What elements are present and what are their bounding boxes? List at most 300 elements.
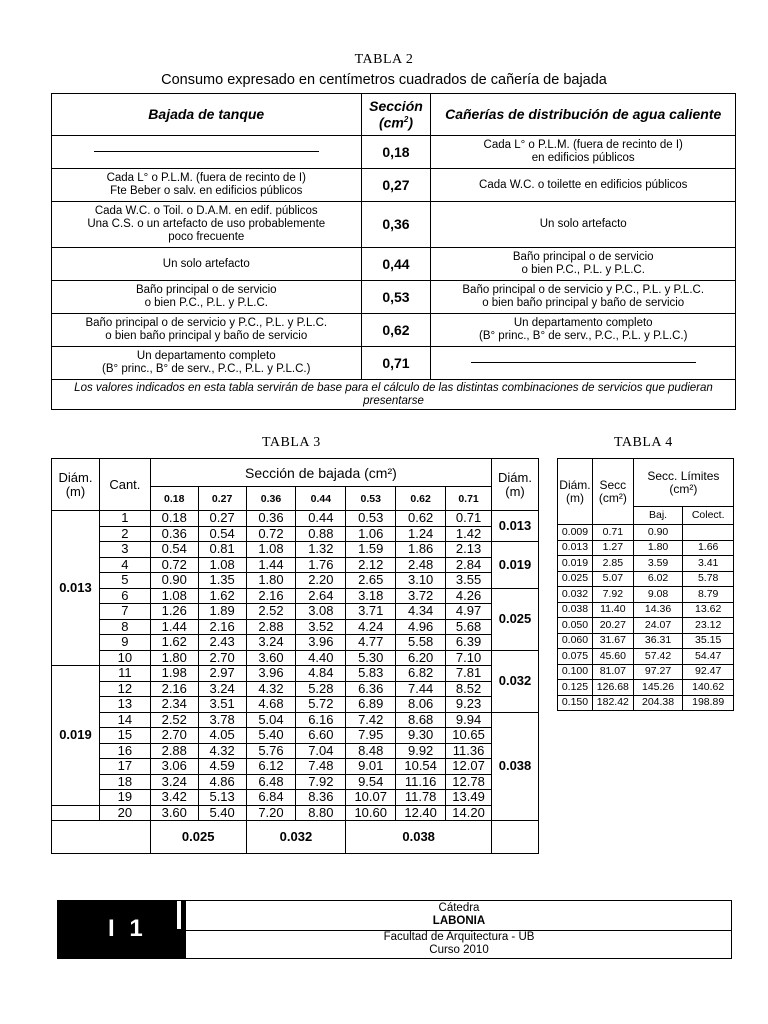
text-line: Secc. Límites [647,468,720,483]
tabla4-cell: 6.02 [633,571,683,587]
tabla3-value-cell: 4.68 [246,697,296,713]
tabla3-diam-header-right [492,459,539,511]
tabla4-cell: 0.025 [558,571,593,587]
tabla4-row [558,664,734,680]
text-line: (m) [65,483,86,499]
tabla3-header-row [52,459,539,487]
tabla4-cell: 0.100 [558,664,593,680]
tabla3-value-cell: 1.08 [246,542,296,558]
tabla4-cell: 0.150 [558,695,593,711]
tabla3-value-cell: 4.26 [446,588,492,604]
text-line: Cada W.C. o Toil. o D.A.M. en edif. públicos [94,205,318,217]
tabla3-value-cell: 6.82 [396,666,446,682]
blank-line [471,362,696,363]
tabla3-value-cell: 1.08 [150,588,198,604]
tabla3-value-cell: 7.20 [246,805,296,821]
tabla3-value-cell: 2.70 [150,728,198,744]
text-line: en edificios públicos [531,152,635,164]
tabla3-value-cell: 2.97 [198,666,246,682]
tabla3-col-header: 0.36 [246,487,296,511]
tabla2-seccion-cell: 0,36 [361,202,431,248]
tabla3-value-cell: 3.51 [198,697,246,713]
tabla3-value-cell: 7.48 [296,759,346,775]
tabla3-cant-header: Cant. [99,459,150,511]
tabla3-value-cell: 2.16 [198,619,246,635]
tabla2-canerias-cell [431,248,736,281]
tabla2-bajada-cell [52,169,362,202]
tabla4-cell: 20.27 [592,618,633,634]
tabla3 [51,458,539,854]
tabla3-value-cell: 5.58 [396,635,446,651]
tabla3-bottom-row [52,821,539,854]
tabla4-cell: 92.47 [683,664,734,680]
tabla3-value-cell: 10.65 [446,728,492,744]
tabla3-value-cell: 7.44 [396,681,446,697]
tabla4-row [558,633,734,649]
tabla3-value-cell: 2.43 [198,635,246,651]
tabla3-row [52,790,539,806]
tabla3-cant-cell: 9 [99,635,150,651]
tabla3-value-cell: 12.78 [446,774,492,790]
tabla4-cell [683,525,734,541]
tabla3-value-cell: 3.52 [296,619,346,635]
tabla3-col-header: 0.18 [150,487,198,511]
tabla3-cant-cell: 17 [99,759,150,775]
tabla3-value-cell: 9.30 [396,728,446,744]
tabla4-diam-header [558,459,593,525]
text-line: o bien baño principal y baño de servicio [482,297,685,309]
tabla3-row [52,650,539,666]
tabla3-value-cell: 7.42 [346,712,396,728]
tabla3-row [52,712,539,728]
tabla3-value-cell: 1.59 [346,542,396,558]
tabla3-value-cell: 6.39 [446,635,492,651]
tabla3-value-cell: 4.24 [346,619,396,635]
tabla3-value-cell: 0.62 [396,511,446,527]
tabla3-title: TABLA 3 [262,435,321,450]
tabla2-subtitle: Consumo expresado en centímetros cuadrados de cañería de bajada [161,72,607,88]
tabla3-value-cell: 0.90 [150,573,198,589]
tabla3-bottom-label: 0.025 [150,821,246,854]
tabla3-value-cell: 0.81 [198,542,246,558]
tabla4-cell: 0.90 [633,525,683,541]
tabla4-cell: 0.038 [558,602,593,618]
tabla3-value-cell: 7.92 [296,774,346,790]
text-line: Diám. [58,469,93,485]
tabla2-note: Los valores indicados en esta tabla servirán de base para el cálculo de las distintas combinaciones de servicios que pudieran presentarse [52,380,736,410]
tabla2-row [52,169,736,202]
tabla3-value-cell: 4.40 [296,650,346,666]
tabla4-cell: 36.31 [633,633,683,649]
text-line: Un solo artefacto [539,218,627,230]
tabla2-seccion-cell: 0,44 [361,248,431,281]
tabla3-diam-right-cell: 0.038 [492,712,539,821]
tabla3-value-cell: 5.72 [296,697,346,713]
tabla3-value-cell: 3.60 [150,805,198,821]
tabla3-cant-cell: 2 [99,526,150,542]
tabla3-cant-cell: 20 [99,805,150,821]
tabla3-row [52,604,539,620]
tabla3-row [52,588,539,604]
tabla3-value-cell: 3.18 [346,588,396,604]
tabla4-cell: 45.60 [592,649,633,665]
tabla3-row [52,619,539,635]
text-line: Cada W.C. o toilette en edificios públicos [479,178,688,191]
tabla3-value-cell: 2.52 [150,712,198,728]
tabla3-cant-cell: 12 [99,681,150,697]
text-line: Cada L° o P.L.M. (fuera de recinto de I) [106,172,306,184]
footer-facultad: Facultad de Arquitectura - UB Curso 2010 [185,930,732,959]
tabla3-value-cell: 0.54 [150,542,198,558]
tabla3-value-cell: 1.06 [346,526,396,542]
text-line: Baño principal o de servicio [512,251,654,263]
tabla4-cell: 13.62 [683,602,734,618]
text-line: Un departamento completo [136,350,276,362]
text-line: Un solo artefacto [162,257,250,270]
tabla3-cant-cell: 8 [99,619,150,635]
tabla3-value-cell: 3.72 [396,588,446,604]
text-line: Baño principal o de servicio y P.C., P.L. y P.L.C. [462,284,705,296]
tabla3-value-cell: 2.70 [198,650,246,666]
tabla2-canerias-cell [431,347,736,380]
tabla2-seccion-cell: 0,53 [361,281,431,314]
tabla3-value-cell: 4.97 [446,604,492,620]
tabla3-diam-right-cell: 0.019 [492,542,539,589]
tabla3-value-cell: 4.32 [246,681,296,697]
tabla4-secc-header [592,459,633,525]
tabla3-diam-cell [52,805,100,821]
tabla3-cant-cell: 6 [99,588,150,604]
tabla3-value-cell: 4.34 [396,604,446,620]
tabla3-value-cell: 8.52 [446,681,492,697]
tabla3-value-cell: 1.44 [246,557,296,573]
tabla2-canerias-cell [431,281,736,314]
tabla3-diam-right-cell: 0.032 [492,650,539,712]
tabla4-row [558,525,734,541]
tabla3-value-cell: 5.68 [446,619,492,635]
tabla3-value-cell: 8.06 [396,697,446,713]
tabla3-value-cell: 1.98 [150,666,198,682]
text-line: o bien P.C., P.L. y P.L.C. [144,297,268,309]
tabla3-diam-cell: 0.013 [52,511,100,666]
tabla3-value-cell: 11.16 [396,774,446,790]
tabla3-row [52,759,539,775]
tabla3-bottom-blank [52,821,151,854]
text-line: poco frecuente [168,231,245,243]
tabla2-row [52,136,736,169]
tabla4-baj-header: Baj. [633,507,683,525]
tabla3-diam-cell: 0.019 [52,666,100,806]
text-line: Cada L° o P.L.M. (fuera de recinto de I) [483,139,683,151]
footer-divider [177,901,181,929]
tabla4-cell: 198.89 [683,695,734,711]
tabla4-cell: 24.07 [633,618,683,634]
text-line: Secc [599,477,627,492]
tabla3-value-cell: 4.77 [346,635,396,651]
tabla3-value-cell: 3.78 [198,712,246,728]
tabla3-row [52,573,539,589]
tabla4-cell: 204.38 [633,695,683,711]
tabla2-row [52,314,736,347]
tabla2-row [52,347,736,380]
tabla4-row [558,556,734,572]
tabla3-row [52,728,539,744]
tabla3-row [52,681,539,697]
tabla2-header-bajada: Bajada de tanque [52,94,362,136]
tabla3-row [52,635,539,651]
tabla3-value-cell: 1.76 [296,557,346,573]
tabla3-value-cell: 1.35 [198,573,246,589]
tabla4-cell: 1.80 [633,540,683,556]
tabla3-cant-cell: 4 [99,557,150,573]
tabla4-cell: 57.42 [633,649,683,665]
tabla3-value-cell: 0.53 [346,511,396,527]
tabla3-value-cell: 12.07 [446,759,492,775]
tabla4-header-row [558,459,734,507]
tabla3-value-cell: 6.48 [246,774,296,790]
tabla3-value-cell: 2.13 [446,542,492,558]
tabla4-cell: 182.42 [592,695,633,711]
tabla4-cell: 0.009 [558,525,593,541]
tabla3-value-cell: 3.24 [198,681,246,697]
tabla2-row [52,281,736,314]
tabla3-value-cell: 3.06 [150,759,198,775]
tabla3-cant-cell: 1 [99,511,150,527]
tabla3-cant-cell: 3 [99,542,150,558]
text-line: (cm²) [598,490,627,505]
tabla3-value-cell: 3.71 [346,604,396,620]
tabla2-seccion-cell: 0,62 [361,314,431,347]
tabla3-row [52,697,539,713]
footer-catedra: Cátedra LABONIA [185,901,732,931]
tabla2-bajada-cell [52,314,362,347]
tabla4-cell: 97.27 [633,664,683,680]
tabla2-seccion-cell: 0,27 [361,169,431,202]
tabla4-row [558,587,734,603]
tabla3-value-cell: 9.23 [446,697,492,713]
tabla3-col-header: 0.62 [396,487,446,511]
tabla4-colect-header: Colect. [683,507,734,525]
tabla3-cant-cell: 5 [99,573,150,589]
tabla3-value-cell: 11.36 [446,743,492,759]
tabla3-value-cell: 2.84 [446,557,492,573]
tabla4-cell: 126.68 [592,680,633,696]
tabla3-value-cell: 5.76 [246,743,296,759]
tabla4-cell: 9.08 [633,587,683,603]
tabla2-row [52,248,736,281]
tabla3-col-header: 0.71 [446,487,492,511]
tabla2-canerias-cell [431,169,736,202]
tabla3-value-cell: 13.49 [446,790,492,806]
tabla4-cell: 2.85 [592,556,633,572]
tabla3-value-cell: 5.40 [246,728,296,744]
tabla4-cell: 0.125 [558,680,593,696]
tabla3-value-cell: 5.40 [198,805,246,821]
tabla3-seccion-header: Sección de bajada (cm²) [150,459,491,487]
tabla3-row [52,557,539,573]
tabla3-value-cell: 5.04 [246,712,296,728]
tabla3-value-cell: 12.40 [396,805,446,821]
tabla4-cell: 23.12 [683,618,734,634]
tabla3-value-cell: 8.80 [296,805,346,821]
text-line: o bien baño principal y baño de servicio [105,330,308,342]
tabla4-cell: 1.66 [683,540,734,556]
tabla4-row [558,649,734,665]
tabla4-cell: 35.15 [683,633,734,649]
tabla3-value-cell: 10.60 [346,805,396,821]
tabla3-value-cell: 2.88 [150,743,198,759]
tabla3-value-cell: 2.65 [346,573,396,589]
tabla2 [51,93,736,410]
tabla4-cell: 140.62 [683,680,734,696]
tabla2-seccion-cell: 0,71 [361,347,431,380]
tabla3-value-cell: 8.68 [396,712,446,728]
tabla3-value-cell: 1.44 [150,619,198,635]
tabla3-value-cell: 0.72 [246,526,296,542]
tabla3-value-cell: 0.27 [198,511,246,527]
tabla3-value-cell: 4.84 [296,666,346,682]
tabla3-cant-cell: 16 [99,743,150,759]
tabla3-value-cell: 0.18 [150,511,198,527]
tabla3-value-cell: 2.16 [246,588,296,604]
tabla3-cant-cell: 7 [99,604,150,620]
tabla3-value-cell: 3.96 [246,666,296,682]
text-line: (B° princ., B° de serv., P.C., P.L. y P.L.C.) [479,330,688,342]
tabla4-row [558,602,734,618]
tabla3-value-cell: 1.24 [396,526,446,542]
tabla2-header-seccion: Sección $(cm^2)$ [361,94,431,136]
text-line: (m) [505,483,525,499]
tabla3-cant-cell: 19 [99,790,150,806]
tabla4-limites-header [633,459,733,507]
tabla4-cell: 0.013 [558,540,593,556]
tabla3-value-cell: 3.24 [150,774,198,790]
tabla3-value-cell: 0.36 [150,526,198,542]
tabla3-value-cell: 6.60 [296,728,346,744]
tabla3-value-cell: 7.10 [446,650,492,666]
text-line: Un departamento completo [513,317,653,329]
tabla3-cant-cell: 10 [99,650,150,666]
tabla3-value-cell: 6.16 [296,712,346,728]
tabla3-value-cell: 7.81 [446,666,492,682]
tabla4-cell: 11.40 [592,602,633,618]
tabla3-bottom-label: 0.038 [346,821,492,854]
tabla3-value-cell: 3.10 [396,573,446,589]
tabla3-value-cell: 1.62 [198,588,246,604]
tabla3-value-cell: 1.42 [446,526,492,542]
tabla4-cell: 5.07 [592,571,633,587]
tabla3-cant-cell: 13 [99,697,150,713]
tabla3-value-cell: 6.89 [346,697,396,713]
tabla3-col-header: 0.53 [346,487,396,511]
tabla3-value-cell: 2.64 [296,588,346,604]
tabla4-row [558,695,734,711]
tabla4-cell: 54.47 [683,649,734,665]
tabla3-value-cell: 2.16 [150,681,198,697]
tabla4-title: TABLA 4 [614,435,673,450]
tabla4-cell: 0.075 [558,649,593,665]
tabla2-canerias-cell [431,136,736,169]
tabla4-cell: 0.060 [558,633,593,649]
tabla3-cant-cell: 18 [99,774,150,790]
tabla3-value-cell: 2.20 [296,573,346,589]
tabla2-header-canerias: Cañerías de distribución de agua caliente [431,94,736,136]
tabla3-value-cell: 5.28 [296,681,346,697]
tabla3-value-cell: 6.36 [346,681,396,697]
tabla3-value-cell: 9.01 [346,759,396,775]
tabla3-value-cell: 7.04 [296,743,346,759]
tabla3-value-cell: 2.88 [246,619,296,635]
tabla3-bottom-blank [492,821,539,854]
tabla3-cant-cell: 14 [99,712,150,728]
tabla3-row [52,526,539,542]
tabla2-bajada-cell [52,248,362,281]
tabla4-row [558,618,734,634]
tabla4-cell: 0.019 [558,556,593,572]
tabla3-value-cell: 0.72 [150,557,198,573]
tabla3-row [52,511,539,527]
tabla3-value-cell: 3.60 [246,650,296,666]
footer-number: I 1 [108,915,147,942]
tabla3-value-cell: 1.32 [296,542,346,558]
tabla4-cell: 145.26 [633,680,683,696]
tabla2-bajada-cell [52,281,362,314]
tabla2-seccion-cell: 0,18 [361,136,431,169]
tabla3-value-cell: 3.55 [446,573,492,589]
tabla3-value-cell: 3.24 [246,635,296,651]
tabla4-cell: 31.67 [592,633,633,649]
tabla3-value-cell: 4.96 [396,619,446,635]
tabla3-value-cell: 4.59 [198,759,246,775]
tabla3-value-cell: 0.88 [296,526,346,542]
tabla4-row [558,680,734,696]
tabla3-value-cell: 1.80 [246,573,296,589]
tabla3-value-cell: 2.12 [346,557,396,573]
tabla2-canerias-cell [431,202,736,248]
footer-number-box [58,901,185,958]
tabla3-row [52,542,539,558]
tabla4-cell: 7.92 [592,587,633,603]
tabla3-value-cell: 8.48 [346,743,396,759]
tabla3-value-cell: 7.95 [346,728,396,744]
tabla2-row [52,202,736,248]
tabla3-value-cell: 8.36 [296,790,346,806]
tabla3-value-cell: 0.71 [446,511,492,527]
tabla3-value-cell: 1.86 [396,542,446,558]
text-line: Diám. [559,477,591,492]
tabla3-row [52,743,539,759]
tabla3-row [52,774,539,790]
tabla4-cell: 0.050 [558,618,593,634]
tabla3-value-cell: 2.48 [396,557,446,573]
tabla2-canerias-cell [431,314,736,347]
tabla2-bajada-cell [52,347,362,380]
tabla3-value-cell: 5.13 [198,790,246,806]
tabla4-cell: 81.07 [592,664,633,680]
text-line: (B° princ., B° de serv., P.C., P.L. y P.L.C.) [102,363,311,375]
tabla3-value-cell: 4.32 [198,743,246,759]
tabla3-bottom-label: 0.032 [246,821,346,854]
tabla2-bajada-cell [52,136,362,169]
tabla3-value-cell: 9.94 [446,712,492,728]
text-line: (cm²) [669,481,698,496]
tabla2-title: TABLA 2 [354,52,414,67]
tabla3-value-cell: 1.89 [198,604,246,620]
tabla3-value-cell: 6.12 [246,759,296,775]
tabla3-row [52,666,539,682]
footer [57,900,732,959]
tabla4-row [558,571,734,587]
